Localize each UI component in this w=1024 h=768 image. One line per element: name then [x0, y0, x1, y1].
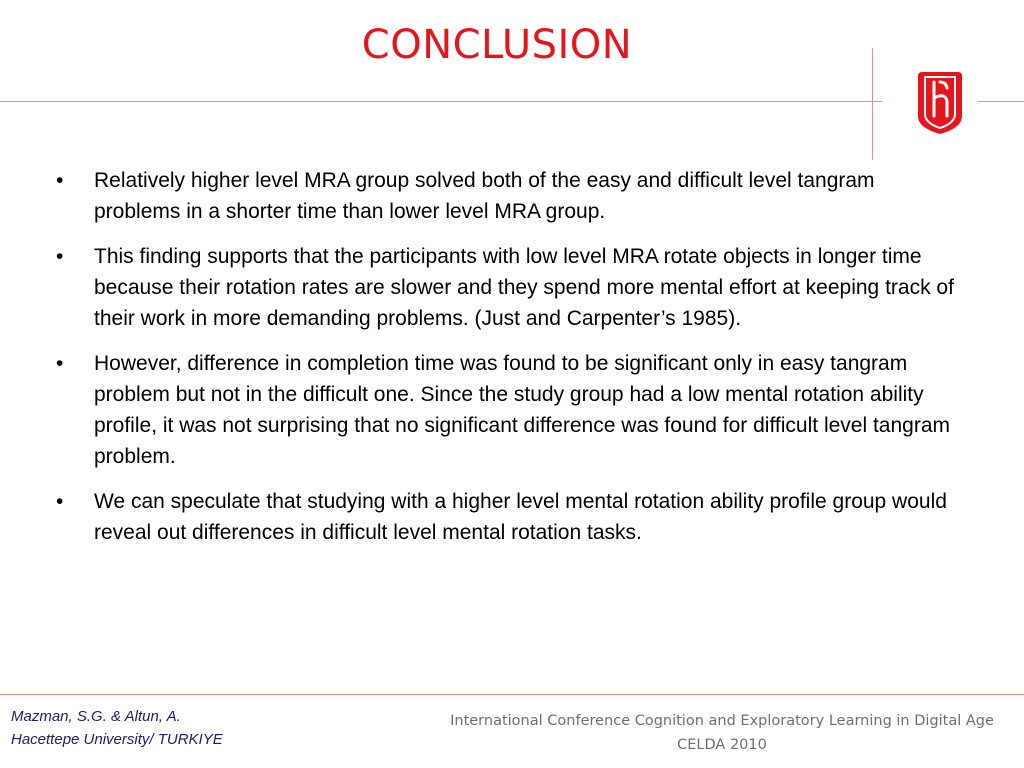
header-vertical-divider [872, 48, 873, 160]
bullet-marker: • [56, 169, 64, 192]
bullet-item [56, 486, 956, 548]
bullet-item [56, 241, 956, 334]
slide-title: CONCLUSION [361, 22, 633, 68]
bullet-marker: • [56, 490, 64, 513]
bullet-marker: • [56, 352, 64, 375]
header-divider-left [0, 101, 882, 102]
footer-divider [0, 694, 1024, 695]
conclusion-bullet-list [56, 165, 956, 562]
bullet-text: However, difference in completion time was found to be significant only in easy tangram problem but not in the difficult one. Since the study group had a low mental rotation ability profile, it was not surprising that no significant difference was found for difficult level tangram problem. [94, 352, 951, 468]
bullet-item [56, 348, 956, 472]
footer-authors: Mazman, S.G. & Altun, A. [11, 708, 181, 725]
footer-conference-short: CELDA 2010 [677, 737, 767, 753]
footer-affiliation: Hacettepe University/ TURKIYE [11, 731, 223, 748]
footer-conference-name: International Conference Cognition and Exploratory Learning in Digital Age [450, 713, 994, 729]
bullet-text: We can speculate that studying with a higher level mental rotation ability profile group would reveal out differences in difficult level mental rotation tasks. [94, 490, 947, 544]
header-divider-right [978, 101, 1024, 102]
footer-authors-block [11, 705, 223, 751]
bullet-item [56, 165, 956, 227]
bullet-text: Relatively higher level MRA group solved both of the easy and difficult level tangram problems in a shorter time than lower level MRA group. [94, 169, 875, 223]
bullet-marker: • [56, 245, 64, 268]
bullet-text: This finding supports that the participants with low level MRA rotate objects in longer time because their rotation rates are slower and they spend more mental effort at keeping track of their work in more demanding problems. (Just and Carpenter’s 1985). [94, 245, 954, 330]
hacettepe-university-logo-icon [916, 68, 964, 136]
footer-conference-block [408, 709, 1024, 757]
